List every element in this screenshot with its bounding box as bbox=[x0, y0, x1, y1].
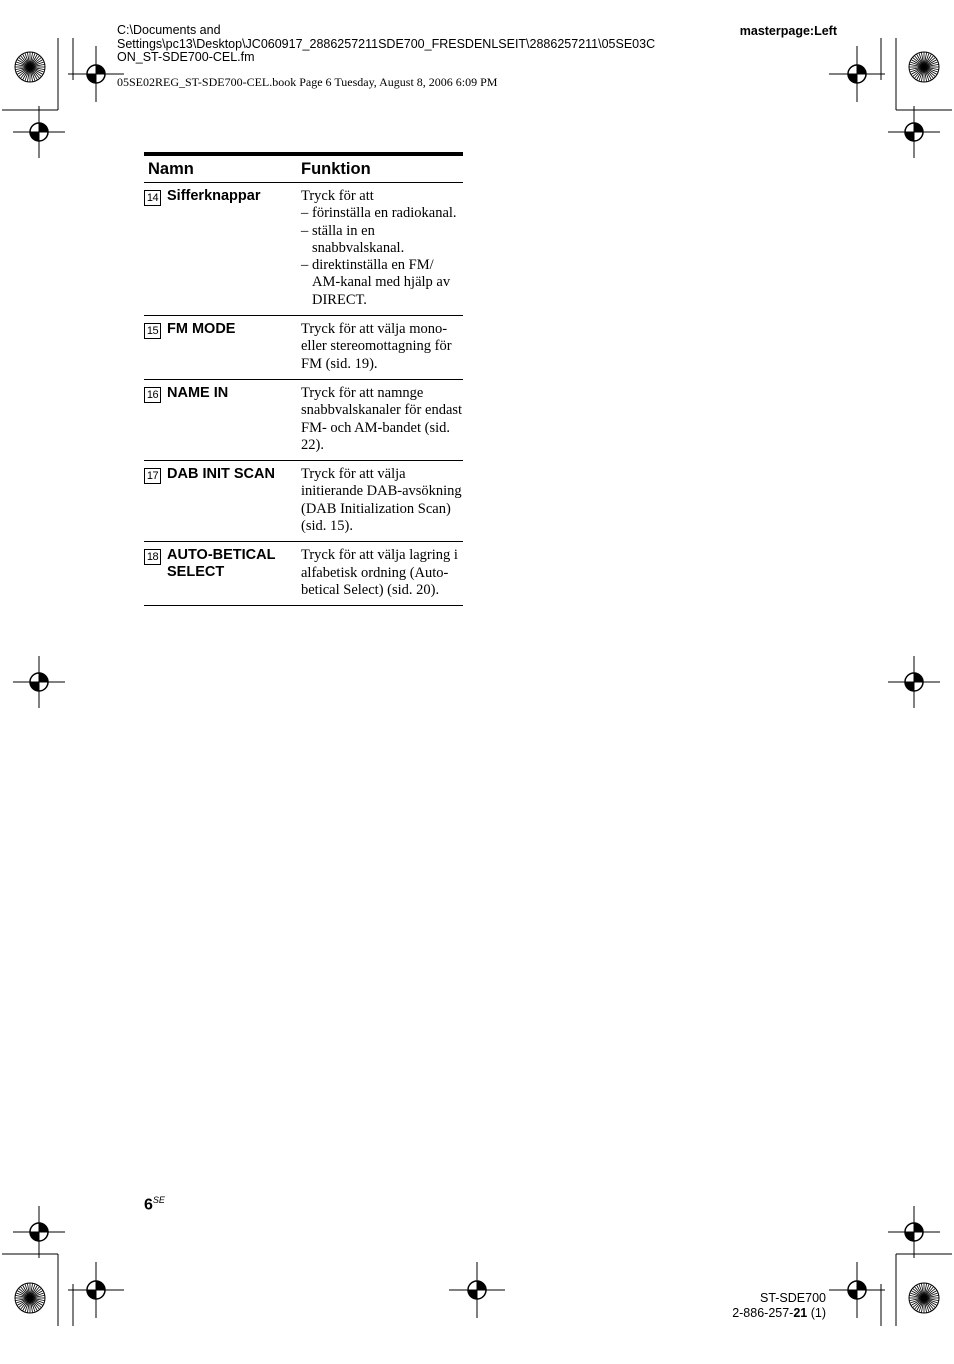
crosshair-mark bbox=[449, 1262, 505, 1318]
item-number: 17 bbox=[144, 468, 161, 484]
crosshair-mark bbox=[13, 1206, 65, 1258]
part-number-bold: 21 bbox=[793, 1306, 808, 1320]
item-number: 18 bbox=[144, 549, 161, 565]
model-name: ST-SDE700 bbox=[759, 1291, 826, 1305]
column-header-name: Namn bbox=[148, 159, 194, 178]
crosshair-mark bbox=[829, 46, 885, 102]
item-name: DAB INIT SCAN bbox=[167, 466, 275, 483]
item-name: Sifferknappar bbox=[167, 188, 261, 204]
crosshair-mark bbox=[68, 46, 124, 102]
item-function: Tryck för att – förinställa en radiokanal. – ställa in en snabbvalskanal. – direktinställa en FM/ AM-kanal med hjälp av DIRECT. bbox=[301, 188, 463, 309]
table-row bbox=[144, 380, 463, 461]
item-number: 14 bbox=[144, 190, 161, 206]
model-info bbox=[732, 1291, 826, 1321]
column-header-function: Funktion bbox=[301, 159, 371, 178]
table-row bbox=[144, 316, 463, 380]
item-name: AUTO-BETICAL SELECT bbox=[167, 547, 276, 581]
function-table bbox=[144, 152, 463, 606]
item-function: Tryck för att välja initierande DAB-avsökning (DAB Initialization Scan) (sid. 15). bbox=[301, 466, 462, 535]
part-number bbox=[732, 1306, 826, 1321]
starburst-mark bbox=[15, 1283, 45, 1313]
file-path-line: Settings\pc13\Desktop\JC060917_2886257211SDE700_FRESDENLSEIT\2886257211\05SE03C bbox=[117, 36, 656, 51]
crosshair-mark bbox=[888, 106, 940, 158]
item-bullet: ställa in en snabbvalskanal. bbox=[312, 222, 405, 256]
item-function: Tryck för att namnge snabbvalskanaler för endast FM- och AM-bandet (sid. 22). bbox=[301, 384, 463, 453]
item-number: 15 bbox=[144, 323, 161, 339]
starburst-mark bbox=[909, 1283, 939, 1313]
page-number bbox=[144, 1195, 165, 1214]
page-number-value: 6 bbox=[144, 1196, 153, 1214]
table-header bbox=[144, 156, 463, 183]
file-path-line: ON_ST-SDE700-CEL.fm bbox=[117, 50, 255, 64]
item-name: FM MODE bbox=[167, 321, 236, 338]
crosshair-mark bbox=[829, 1262, 885, 1318]
crosshair-mark bbox=[13, 106, 65, 158]
item-name: NAME IN bbox=[167, 384, 229, 401]
table-row bbox=[144, 461, 463, 542]
page-number-suffix: SE bbox=[152, 1195, 165, 1205]
part-number-suffix: (1) bbox=[807, 1306, 826, 1320]
table-row bbox=[144, 183, 463, 316]
item-number: 16 bbox=[144, 387, 161, 403]
starburst-mark bbox=[909, 52, 939, 82]
file-path-line: C:\Documents and bbox=[117, 23, 221, 37]
item-function: Tryck för att välja lagring i alfabetisk ordning (Auto-betical Select) (sid. 20). bbox=[301, 547, 458, 598]
crosshair-mark bbox=[68, 1262, 124, 1318]
crosshair-mark bbox=[888, 656, 940, 708]
masterpage-label: masterpage:Left bbox=[739, 24, 837, 38]
starburst-mark bbox=[15, 52, 45, 82]
file-path bbox=[117, 24, 717, 65]
crosshair-mark bbox=[13, 656, 65, 708]
item-function: Tryck för att välja mono- eller stereomottagning för FM (sid. 19). bbox=[301, 321, 452, 372]
part-number-prefix: 2-886-257- bbox=[732, 1306, 794, 1320]
book-info-line: 05SE02REG_ST-SDE700-CEL.book Page 6 Tuesday, August 8, 2006 6:09 PM bbox=[117, 75, 498, 89]
crosshair-mark bbox=[888, 1206, 940, 1258]
item-bullet: förinställa en radiokanal. bbox=[312, 205, 457, 222]
item-intro: Tryck för att bbox=[301, 188, 374, 204]
item-bullet: direktinställa en FM/ AM-kanal med hjälp av DIRECT. bbox=[312, 257, 451, 308]
table-row bbox=[144, 542, 463, 606]
